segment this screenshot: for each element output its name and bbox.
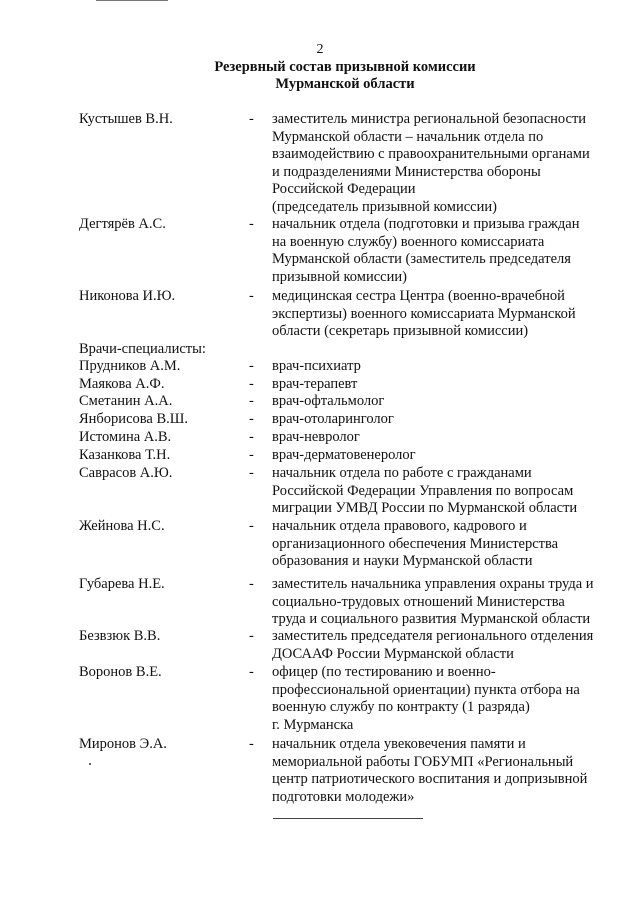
member-name: Никонова И.Ю. (79, 288, 176, 304)
member-role-line: области (секретарь призывной комиссии) (272, 323, 529, 339)
member-role-line: образования и науки Мурманской области (272, 553, 533, 569)
member-role (272, 465, 612, 518)
member-name: Дегтярёв А.С. (79, 216, 166, 232)
entry-dash: - (249, 358, 254, 374)
member-role-line: врач-терапевт (272, 376, 358, 392)
member-role (272, 111, 612, 216)
member-name: Прудников А.М. (79, 358, 181, 374)
member-role-line: заместитель министра региональной безопасности (272, 111, 587, 127)
member-name: Саврасов А.Ю. (79, 465, 173, 481)
member-role-line: экспертизы) военного комиссариата Мурманской (272, 305, 576, 322)
member-role-line: и подразделениями Министерства обороны (272, 163, 541, 180)
member-role-line: труда и социального развития Мурманской области (272, 611, 591, 627)
top-rule (96, 0, 168, 1)
member-role (272, 429, 612, 447)
member-role-line: мемориальной работы ГОБУМП «Региональный (272, 753, 574, 770)
member-role-line: Российской Федерации Управления по вопросам (272, 482, 574, 499)
member-role-line: взаимодействию с правоохранительными органами (272, 146, 590, 162)
entry-dash: - (249, 429, 254, 445)
member-role (272, 393, 612, 411)
entry-dash: - (249, 411, 254, 427)
entry-dash: - (249, 518, 254, 534)
member-role (272, 411, 612, 429)
member-role-line: Мурманской области – начальник отдела по (272, 128, 544, 145)
member-role (272, 216, 612, 286)
member-role (272, 288, 612, 341)
member-name: Воронов В.Е. (79, 664, 162, 680)
entry-dash: - (249, 447, 254, 463)
member-name: Янборисова В.Ш. (79, 411, 189, 427)
member-name: Маякова А.Ф. (79, 376, 165, 392)
page-number: 2 (316, 42, 324, 57)
entry-dash: - (249, 576, 254, 592)
entry-dash: - (249, 216, 254, 232)
member-role-line: г. Мурманска (272, 716, 354, 733)
member-role-line: ДОСААФ России Мурманской области (272, 645, 514, 662)
title-line-1: Резервный состав призывной комиссии (214, 59, 476, 75)
member-role-line: начальник отдела по работе с гражданами (272, 465, 532, 481)
member-role-line: начальник отдела правового, кадрового и (272, 518, 527, 534)
member-role (272, 736, 612, 806)
member-role (272, 447, 612, 465)
member-role-line: профессиональной ориентации) пункта отбора на (272, 681, 580, 698)
member-role-line: врач-офтальмолог (272, 393, 385, 409)
member-role-line: заместитель начальника управления охраны труда и (272, 576, 594, 592)
member-role-line: заместитель председателя регионального отделения (272, 628, 594, 644)
document-title (0, 59, 640, 93)
member-role-line: врач-психиатр (272, 358, 361, 374)
entry-dash: - (249, 393, 254, 409)
title-line-2: Мурманской области (275, 76, 415, 92)
member-role-line: врач-отоларинголог (272, 411, 394, 427)
member-role-line: (председатель призывной комиссии) (272, 198, 497, 215)
member-role-line: медицинская сестра Центра (военно-врачебной (272, 288, 565, 304)
member-name: Жейнова Н.С. (79, 518, 165, 534)
member-role (272, 576, 612, 629)
member-name: Безвзюк В.В. (79, 628, 161, 644)
member-role (272, 628, 612, 663)
member-role (272, 376, 612, 394)
section-label-specialists: Врачи-специалисты: (79, 341, 206, 357)
entry-dash: - (249, 465, 254, 481)
scan-speck (89, 763, 91, 765)
member-role-line: врач-дерматовенеролог (272, 447, 416, 463)
member-role-line: центр патриотического воспитания и допризывной (272, 771, 588, 787)
entry-dash: - (249, 664, 254, 680)
member-name: Казанкова Т.Н. (79, 447, 171, 463)
member-role-line: на военную службу) военного комиссариата (272, 233, 545, 250)
member-role (272, 664, 612, 734)
member-role-line: начальник отдела (подготовки и призыва граждан (272, 216, 580, 232)
member-name: Миронов Э.А. (79, 736, 167, 752)
member-role-line: врач-невролог (272, 429, 360, 445)
member-role-line: организационного обеспечения Министерства (272, 535, 559, 552)
entry-dash: - (249, 376, 254, 392)
bottom-rule (273, 818, 423, 819)
member-role-line: офицер (по тестированию и военно- (272, 664, 496, 680)
member-name: Сметанин А.А. (79, 393, 173, 409)
entry-dash: - (249, 628, 254, 644)
member-role-line: Российской Федерации (272, 181, 416, 197)
entry-dash: - (249, 736, 254, 752)
member-role-line: миграции УМВД России по Мурманской области (272, 500, 578, 516)
member-role-line: призывной комиссии) (272, 268, 407, 285)
member-role-line: подготовки молодежи» (272, 788, 415, 805)
member-role (272, 518, 612, 571)
entry-dash: - (249, 111, 254, 127)
member-role-line: начальник отдела увековечения памяти и (272, 736, 526, 752)
member-name: Губарева Н.Е. (79, 576, 165, 592)
member-role-line: социально-трудовых отношений Министерства (272, 593, 565, 610)
member-name: Истомина А.В. (79, 429, 172, 445)
member-role-line: военную службу по контракту (1 разряда) (272, 699, 530, 715)
entry-dash: - (249, 288, 254, 304)
member-name: Кустышев В.Н. (79, 111, 173, 127)
member-role-line: Мурманской области (заместитель председателя (272, 251, 571, 267)
member-role (272, 358, 612, 376)
